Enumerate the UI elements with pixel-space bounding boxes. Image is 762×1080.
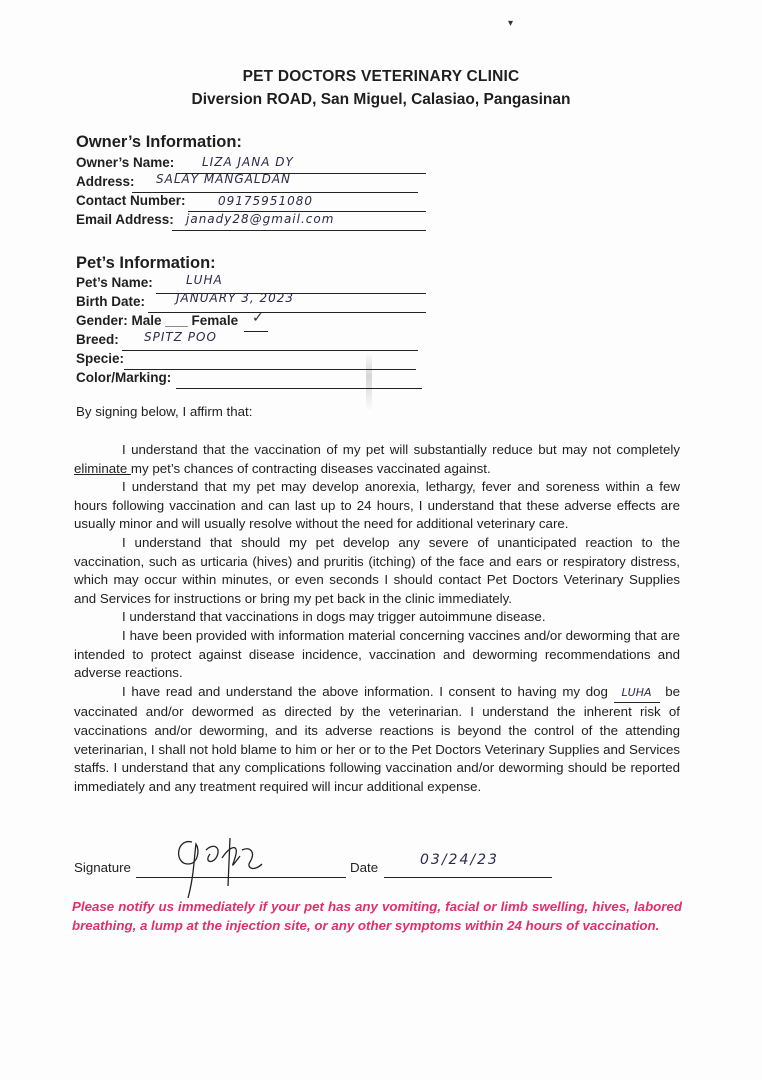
pet-birth-label: Birth Date: xyxy=(76,294,146,309)
pet-specie-field xyxy=(76,351,436,369)
pet-name-label: Pet’s Name: xyxy=(76,275,153,290)
date-line[interactable] xyxy=(384,877,552,878)
consent-paragraph-1 xyxy=(74,441,680,478)
dog-name-blank[interactable]: LUHA xyxy=(614,684,660,704)
pet-info-heading: Pet’s Information: xyxy=(76,254,216,272)
signature-label: Signature xyxy=(74,860,131,875)
consent-paragraph-2: I understand that my pet may develop anorexia, lethargy, fever and soreness within a few hours following vaccination and can last up to 24 hours, I understand that these adverse effects are usually minor and will usually resolve without the need for additional veterinary care. xyxy=(74,479,680,532)
pet-color-label: Color/Marking: xyxy=(76,370,172,385)
consent-p1-start: I understand that the vaccination of my pet will substantially reduce but may not completely xyxy=(122,442,680,457)
consent-paragraph-3: I understand that should my pet develop any severe of unanticipated reaction to the vaccination, such as urticaria (hives) and pruritis (itching) of the face and ears or respiratory distress, which may occur within minutes, or even seconds I should contact Pet Doctors Veterinary Supplies and Services for instructions or bring my pet back in the clinic immediately. xyxy=(74,534,680,606)
owner-contact-field xyxy=(76,193,436,211)
clinic-name: PET DOCTORS VETERINARY CLINIC xyxy=(242,68,520,85)
pet-color-field xyxy=(76,370,436,388)
consent-p1-end: my pet’s chances of contracting diseases vaccinated against. xyxy=(130,460,491,476)
pet-breed-field xyxy=(76,332,436,350)
consent-paragraph-6 xyxy=(74,683,680,797)
paper-speck: ▾ xyxy=(508,18,514,29)
date-label: Date xyxy=(350,860,379,875)
owner-address-label: Address: xyxy=(76,174,135,189)
consent-body xyxy=(74,441,680,796)
owner-address-value[interactable]: SALAY MANGALDAN xyxy=(156,172,292,186)
owner-email-label: Email Address: xyxy=(76,212,174,227)
pet-color-line[interactable] xyxy=(176,387,422,389)
owner-email-value[interactable]: janady28@gmail.com xyxy=(186,212,335,226)
pet-gender-field xyxy=(76,310,436,331)
consent-p6-start: I have read and understand the above information. I consent to having my dog xyxy=(122,683,614,699)
pet-birth-value[interactable]: JANUARY 3, 2023 xyxy=(176,291,295,305)
owner-name-value[interactable]: LIZA JANA DY xyxy=(202,155,294,169)
consent-paragraph-5: I have been provided with information material concerning vaccines and/or deworming that are intended to protect against disease incidence, vaccination and deworming recommendations and adverse reactions. xyxy=(74,627,680,681)
consent-p6-end: be vaccinated and/or dewormed as directed by the veterinarian. I understand the inherent risk of vaccinations and/or deworming, and its adverse reactions is beyond the control of the attending veterinarian, I shall not hold blame to him or her or to the Pet Doctors Veterinary Supplies and Services staffs. I understand that any complications following vaccination and/or deworming should be reported immediately and any treatment required will incur additional expense. xyxy=(74,683,680,794)
affirm-intro: By signing below, I affirm that: xyxy=(76,404,253,419)
handwritten-signature xyxy=(170,828,270,906)
owner-email-field xyxy=(76,212,436,230)
owner-name-field xyxy=(76,155,436,173)
owner-email-line xyxy=(172,229,426,231)
pet-gender-label: Gender: Male ___ Female xyxy=(76,313,239,328)
eliminate-underlined: eliminate xyxy=(74,460,131,476)
owner-info-heading: Owner’s Information: xyxy=(76,133,242,151)
red-notice: Please notify us immediately if your pet has any vomiting, facial or limb swelling, hives, labored breathing, a lump at the injection site, or any other symptoms within 24 hours of vaccination. xyxy=(72,899,682,933)
signature-row xyxy=(74,852,694,878)
clinic-header xyxy=(0,68,762,109)
female-check-mark[interactable]: ✓ xyxy=(252,310,265,326)
pet-breed-value[interactable]: SPITZ POO xyxy=(144,330,217,344)
owner-address-field xyxy=(76,174,436,192)
pet-breed-label: Breed: xyxy=(76,332,119,347)
pet-name-value[interactable]: LUHA xyxy=(186,273,223,287)
clinic-address: Diversion ROAD, San Miguel, Calasiao, Pangasinan xyxy=(191,91,571,108)
consent-paragraph-4: I understand that vaccinations in dogs may trigger autoimmune disease. xyxy=(122,609,546,625)
owner-contact-label: Contact Number: xyxy=(76,193,186,208)
owner-contact-value[interactable]: 09175951080 xyxy=(218,194,313,208)
date-value[interactable]: 03/24/23 xyxy=(420,852,499,868)
pet-specie-label: Specie: xyxy=(76,351,125,366)
owner-name-label: Owner’s Name: xyxy=(76,155,175,170)
